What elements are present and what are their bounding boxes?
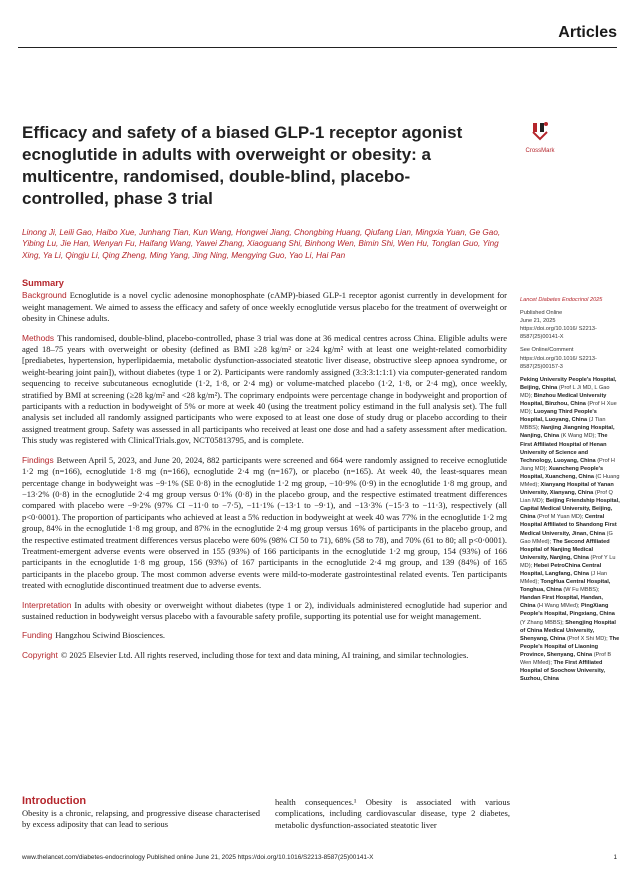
journal-citation: Lancet Diabetes Endocrinol 2025 xyxy=(520,297,603,303)
funding-label: Funding xyxy=(22,630,53,641)
interpretation-text: In adults with obesity or overweight without diabetes (type 1 or 2), individuals administered ecnoglutide had superior and sustained reduction in bodyweight versus placebo with a favourable safety profile, supporting its potential use for weight management. xyxy=(22,599,507,621)
affiliation-institution: Peking University People's Hospital, Beijing, China xyxy=(520,376,617,391)
affiliation-authors: (Y Zhang MBBS); xyxy=(520,619,564,626)
author-list: Linong Ji, Leili Gao, Haibo Xue, Junhang Tian, Kun Wang, Hongwei Jiang, Chongbing Huang, Qiufang Lian, Mingxia Yuan, Ge Gao, Yibing Lu, Jie Han, Wenyan Fu, Haifang Wang, Yawei Zhang, Xiaoguang Shi, Binhong Wen, Bimin Shi, Wen Hu, Tonglan Guo, Ying Xing, Ya Li, Qingju Li, Qing Zheng, Ming Yang, Jing Ning, Mengying Guo, Yao Li, Hai Pan xyxy=(22,228,501,260)
background-text: Ecnoglutide is a novel cyclic adenosine monophosphate (cAMP)-biased GLP-1 receptor agonist currently in development for weight management. We aimed to assess the efficacy and safety of once weekly ecnoglutide versus placebo for the treatment of overweight or obesity in Chinese adults. xyxy=(22,290,507,324)
affiliation-authors: (J Han MMed); xyxy=(520,571,608,586)
introduction-heading: Introduction xyxy=(22,795,87,807)
background-paragraph xyxy=(22,290,507,324)
affiliation-institution: The People's Hospital of Liaoning Province, Shenyang, China xyxy=(520,635,620,658)
affiliation-institution: Nanjing Jiangning Hospital, Nanjing, China xyxy=(520,425,615,440)
interpretation-paragraph xyxy=(22,600,507,623)
methods-paragraph xyxy=(22,333,507,447)
affiliation-institution: PingXiang People's Hospital, Pingxiang, China xyxy=(520,603,615,618)
affiliation-authors: (C Huang MMed); xyxy=(520,473,620,488)
affiliation-institution: Hebei PetroChina Central Hospital, Langfang, China xyxy=(520,562,602,577)
published-label: Published Online xyxy=(520,310,563,317)
article-title: Efficacy and safety of a biased GLP-1 receptor agonist ecnoglutide in adults with overweight or obesity: a multicentre, randomised, double-blind, placebo-controlled, phase 3 trial xyxy=(22,123,463,208)
introduction-column-left: Obesity is a chronic, relapsing, and progressive disease characterised by excess adiposity that can lead to serious xyxy=(22,808,260,830)
affiliation-institution: Binzhou Medical University Hospital, Binzhou, China xyxy=(520,392,607,408)
funding-text: Hangzhou Sciwind Biosciences. xyxy=(55,630,166,641)
section-label: Articles xyxy=(558,24,617,41)
affiliation-institution: Beijing Friendship Hospital, Capital Medical University, Beijing, China xyxy=(520,498,620,521)
affiliation-institution: The First Affiliated Hospital of Soochow University, Suzhou, China xyxy=(520,660,606,683)
affiliation-authors: (Prof M Yuan MD); xyxy=(537,514,584,521)
summary-block xyxy=(22,278,507,669)
affiliation-authors: (Prof Q Lian MD); xyxy=(520,490,613,505)
page-footer: www.thelancet.com/diabetes-endocrinology Published online June 21, 2025 https://doi.org/10.1016/S2213-8587(25)00141-X xyxy=(22,854,374,861)
affiliation-authors: (Prof B Wen MMed); xyxy=(520,651,612,667)
header-rule xyxy=(18,47,617,48)
methods-label: Methods xyxy=(22,332,55,343)
affiliation-authors: (W Fu MBBS); xyxy=(563,587,600,594)
crossmark-link[interactable] xyxy=(520,120,560,154)
funding-paragraph xyxy=(22,630,507,641)
affiliation-institution: Shengjing Hospital of China Medical University, Shenyang, China xyxy=(520,619,616,642)
affiliation-authors: (Prof H Jiang MD); xyxy=(520,457,615,472)
affiliation-institution: Luoyang Third People's Hospital, Luoyang, China xyxy=(520,409,597,424)
comment-label: See Online/Comment xyxy=(520,347,574,354)
affiliation-authors: (Prof L Ji MD, L Gao MD); xyxy=(520,384,610,399)
affiliation-institution: Handan First Hospital, Handan, China xyxy=(520,595,603,610)
findings-paragraph xyxy=(22,455,507,592)
introduction-column-right: health consequences.¹ Obesity is associated with various complications, including cardiovascular disease, type 2 diabetes, metabolic dysfunction-associated steatotic liver xyxy=(275,797,510,830)
crossmark-label: CrossMark xyxy=(525,148,555,154)
affiliation-institution: TongHua Central Hospital, Tonghua, China xyxy=(520,579,611,594)
crossmark-icon xyxy=(529,120,551,142)
copyright-text: © 2025 Elsevier Ltd. All rights reserved, including those for text and data mining, AI training, and similar technologies. xyxy=(60,649,469,660)
affiliation-institution: Central Hospital Affiliated to Shandong First Medical University, Jinan, China xyxy=(520,514,617,537)
article-sidebar xyxy=(520,296,620,683)
affiliation-authors: (Prof Y Lu MD); xyxy=(520,554,616,569)
article-doi-link[interactable]: https://doi.org/10.1016/ S2213-8587(25)00141-X xyxy=(520,326,597,341)
interpretation-label: Interpretation xyxy=(22,599,72,610)
background-label: Background xyxy=(22,290,67,301)
comment-doi-link[interactable]: https://doi.org/10.1016/ S2213-8587(25)00157-3 xyxy=(520,355,597,370)
published-date: June 21, 2025 xyxy=(520,318,556,325)
affiliation-authors: (H Wang MMed); xyxy=(537,603,580,610)
affiliation-institution: Xuancheng People's Hospital, Xuancheng, China xyxy=(520,465,604,480)
summary-heading: Summary xyxy=(22,278,64,288)
affiliation-authors: (Prof X Shi MD); xyxy=(566,635,608,642)
page-number: 1 xyxy=(613,854,617,861)
copyright-paragraph xyxy=(22,650,507,661)
findings-text: Between April 5, 2023, and June 20, 2024, 882 participants were screened and 664 were randomly assigned to receive ecnoglutide 1·2 mg (n=166), ecnoglutide 1·8 mg (n=166), ecnoglutide 2·4 mg (n=167), or placebo (n=165). At week 40, the least-squares mean percentage change in bodyweight was −9·1% (SE 0·8) in the ecnoglutide 1·2 mg group, −10·9% (0·9) in the ecnoglutide 1·8 mg group, and −13·2% (0·8) in the ecnoglutide 2·4 mg group versus 0·1% (0·8) in the placebo group, and the respective estimated treatment differences compared with placebo were −9·2% (97% CI −11·0 to −7·5), −11·1% (−13·1 to −9·1), and −13·3% (−15·3 to −11·3), respectively (all p<0·0001). The proportion of participants who achieved at least a 5% reduction in bodyweight at week 40 was 77% in the ecnoglutide 1·2 mg group, 84% in the ecnoglutide 1·8 mg group, and 87% in the ecnoglutide 2·4 mg group versus 16% of participants in the placebo group, and the respective estimated treatment differences versus placebo were 60% (98% CI 50 to 71), 68% (58 to 78), and 70% (61 to 80; all p<0·0001). Treatment-emergent adverse events were observed in 155 (93%) of 166 participants in the ecnoglutide 1·2 mg group, 154 (93%) of 166 participants in the ecnoglutide 1·8 mg group, 156 (93%) of 167 participants in the ecnoglutide 2·4 mg group, and 139 (84%) of 165 participants in the placebo group. The most common adverse events were mild-to-moderate gastrointestinal related events. Ten participants treated with ecnoglutide discontinued treatment due to adverse events. xyxy=(22,454,507,591)
affiliation-institution: Xianyang Hospital of Yanan University, Xianyang, China xyxy=(520,481,614,497)
affiliation-authors: (G Gao MMed); xyxy=(520,530,613,545)
methods-text: This randomised, double-blind, placebo-controlled, phase 3 trial was done at 36 medical centres across China. Eligible adults were aged 18–75 years with overweight or obesity (defined as BMI ≥28 kg/m² or ≥24 kg/m² with at least one weight-related comorbidity [prediabetes, hypertension, hyperlipidaemia, metabolic dysfunction-associated steatotic liver disease, obstructive sleep apnoea syndrome, or weight-bearing joint pain]), without diabetes (type 1 or 2). Participants were randomly assigned (3:3:3:1:1:1) via computer-generated random sequencing to receive subcutaneous ecnoglutide (1·2, 1·8, or 2·4 mg) or volume-matched placebo (1·2, 1·8, or 2·4 mg), once weekly, stratified by BMI at screening (≥28 kg/m² and <28 kg/m²). The coprimary endpoints were percentage change in bodyweight and proportion of participants with a reduction in bodyweight of 5% or more at week 40 (using the treatment policy estimand in the full analysis set). The full analysis set included all randomly assigned participants who were exposed to at least one dose of study drug or placebo according to their assigned treatment group. Safety was assessed in all participants who received at least one dose and had a safety assessment after medication. This study was registered with ClinicalTrials.gov, NCT05813795, and is complete. xyxy=(22,332,507,446)
affiliation-institution: The First Affiliated Hospital of Henan University of Science and Technology, Luoyang, China xyxy=(520,433,608,464)
affiliation-authors: (Prof H Xue MD); xyxy=(520,401,617,416)
affiliation-institution: The Second Affiliated Hospital of Nanjing Medical University, Nanjing, China xyxy=(520,538,610,561)
affiliation-authors: (K Wang MD); xyxy=(560,433,596,440)
copyright-label: Copyright xyxy=(22,649,58,660)
affiliation-list xyxy=(520,376,620,684)
affiliation-authors: (J Tian MBBS); xyxy=(520,417,606,432)
findings-label: Findings xyxy=(22,454,54,465)
